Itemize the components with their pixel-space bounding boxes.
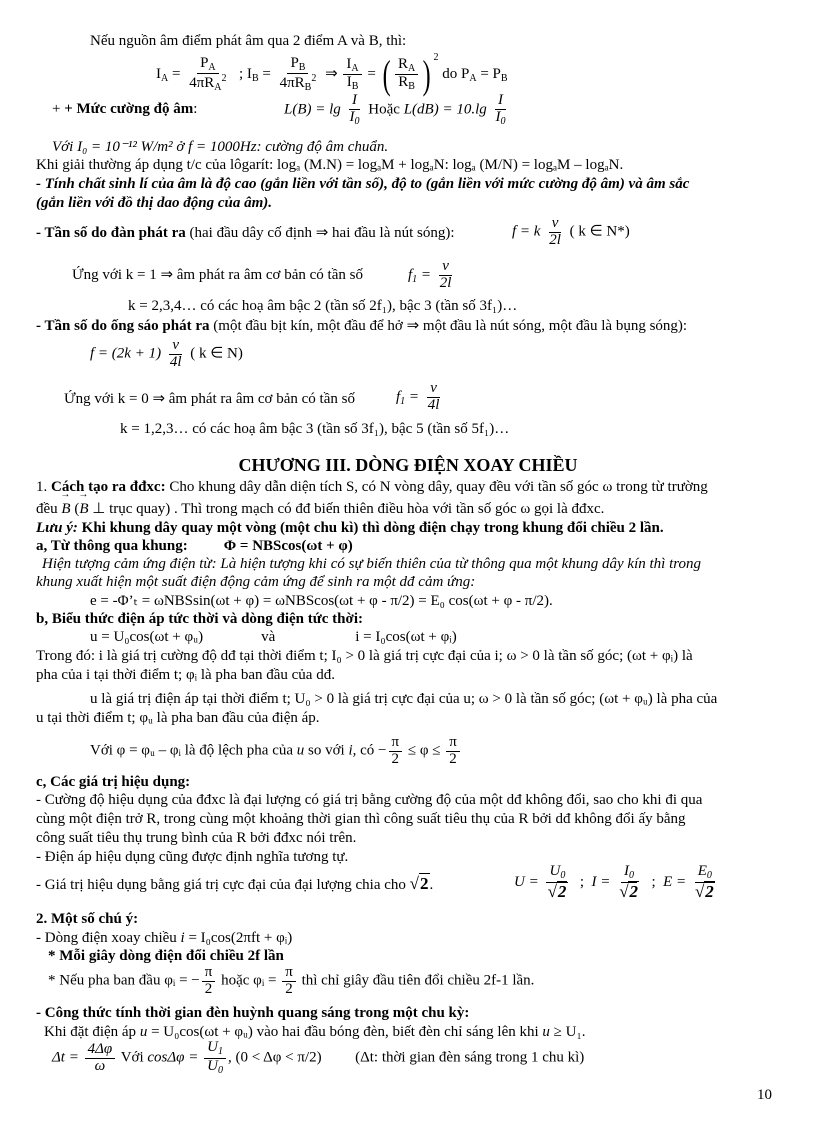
chapter-title: CHƯƠNG III. DÒNG ĐIỆN XOAY CHIỀU <box>238 455 578 475</box>
text-line: - Tính chất sinh lí của âm là độ cao (gắn liền với tần số), độ to (gắn liền với mức cường độ âm) và âm sắc <box>36 176 690 192</box>
text-line: Hiện tượng cảm ứng điện từ: Là hiện tượng khi có sự biến thiên của từ thông qua một khung dây kín thì trong <box>42 556 702 572</box>
phase-difference-line: Với φ = φᵤ – φᵢ là độ lệch pha của u so với i, có − $\frac{\pi}{2}$ ≤ φ ≤ $\frac{\pi}{2}$ <box>90 735 462 768</box>
text-line: Khi giải thường áp dụng t/c của lôgarít: logₐ (M.N) = logₐM + logₐN: logₐ (M/N) = logₐM – logₐN. <box>36 157 624 173</box>
text-line: (gắn liền với đồ thị dao động của âm). <box>36 195 272 211</box>
text-line: Khi đặt điện áp u = U₀cos(ωt + φᵤ) vào hai đầu bóng đèn, biết đèn chỉ sáng lên khi u ≥ U₁. <box>44 1024 586 1040</box>
formula-f1-pipe: $f_1$ = $\frac{v}{4l}$ <box>396 380 440 413</box>
text-line: * Mỗi giây dòng điện đổi chiều 2f lần <box>48 948 284 964</box>
text-line: b, Biểu thức điện áp tức thời và dòng điện tức thời: <box>36 611 363 627</box>
text-line: Ứng với k = 1 ⇒ âm phát ra âm cơ bản có tần số <box>72 267 363 283</box>
text-line: - Dòng điện xoay chiều i = I₀cos(2πft + φᵢ) <box>36 930 293 946</box>
text-line: đều → B (→ B ⊥ trục quay) . Thì trong mạch có đđ biến thiên điều hòa với tần số góc ω gọi là đđxc. <box>36 500 604 518</box>
string-frequency-line: - Tần số do đàn phát ra (hai đầu dây cố định ⇒ hai đầu là nút sóng): <box>36 225 455 241</box>
text-line: e = -Φ’ₜ = ωNBSsin(ωt + φ) = ωNBScos(ωt + φ - π/2) = E₀ cos(ωt + φ - π/2). <box>90 593 553 609</box>
text-line: cùng một điện trở R, trong cùng một khoảng thời gian thì công suất tiêu thụ của R bởi dđ không đổi ấy bằng <box>36 811 686 827</box>
text-line: Ứng với k = 0 ⇒ âm phát ra âm cơ bản có tần số <box>64 391 355 407</box>
text-line: - Công thức tính thời gian đèn huỳnh quang sáng trong một chu kỳ: <box>36 1005 470 1021</box>
text-line: k = 2,3,4… có các hoạ âm bậc 2 (tần số 2f₁), bậc 3 (tần số 3f₁)… <box>128 298 518 314</box>
formula-intensity: $I_A$ = $\frac{P_A}{4\pi R_A^2}$ ; $I_B$ = $\frac{P_B}{4\pi R_B^2}$ ⇒ $\frac{I_A}{I_B}$ = ( $\frac{R_A}{R_B}$ ) $^2$ do $P_A = P_B$ <box>156 51 508 97</box>
pipe-frequency-line: - Tần số do ống sáo phát ra (một đầu bịt kín, một đầu để hở ⇒ một đầu là nút sóng, một đầu là bụng sóng): <box>36 318 688 334</box>
text-line: Với I₀ = 10⁻¹² W/m² ở f = 1000Hz: cường độ âm chuẩn. <box>52 139 389 155</box>
formula-pipe-frequency: f = (2k + 1) $\frac{v}{4l}$ ( k ∈ N) <box>90 337 243 370</box>
formula-f1-string: $f_1$ = $\frac{v}{2l}$ <box>408 258 452 291</box>
text-line: - Cường độ hiệu dụng của đđxc là đại lượng có giá trị bằng cường độ của một dđ không đổi, sao cho khi đi qua <box>36 792 703 808</box>
text-line: a, Từ thông qua khung: Φ = NBScos(ωt + φ) <box>36 538 353 554</box>
formula-u-i: u = U₀cos(ωt + φᵤ) và i = I₀cos(ωt + φᵢ) <box>90 629 457 645</box>
text-line: u tại thời điểm t; φᵤ là pha ban đầu của điện áp. <box>36 710 320 726</box>
text-line: Nếu nguồn âm điểm phát âm qua 2 điểm A và B, thì: <box>90 33 407 49</box>
text-line: 2. Một số chú ý: <box>36 911 139 927</box>
text-line: Trong đó: i là giá trị cường độ dđ tại thời điểm t; I₀ > 0 là giá trị cực đại của i; ω > 0 là tần số góc; (ωt + φᵢ) là <box>36 648 693 664</box>
text-line: công suất tiêu thụ trung bình của R bởi đđxc nói trên. <box>36 830 357 846</box>
formula-lamp-time: Δt = $\frac{4\Delta\varphi}{\omega}$ Với cosΔφ = $\frac{U_1}{U_0}$ , (0 < Δφ < π/2) (Δt: thời gian đèn sáng trong 1 chu kì) <box>52 1039 585 1076</box>
rms-line: - Giá trị hiệu dụng bằng giá trị cực đại của đại lượng chia cho √2. <box>36 874 434 893</box>
text-line: k = 1,2,3… có các hoạ âm bậc 3 (tần số 3f₁), bậc 5 (tần số 5f₁)… <box>120 421 510 437</box>
formula-sound-level: L(B) = lg $\frac{I}{I_0}$ Hoặc L(dB) = 10.lg $\frac{I}{I_0}$ <box>284 92 506 127</box>
initial-phase-line: * Nếu pha ban đầu φᵢ = − $\frac{\pi}{2}$ hoặc φᵢ = $\frac{\pi}{2}$ thì chỉ giây đầu tiên đổi chiều 2f-1 lần. <box>48 964 535 997</box>
formula-string-frequency: f = k $\frac{v}{2l}$ ( k ∈ N*) <box>512 215 630 248</box>
text-line: - Điện áp hiệu dụng cũng được định nghĩa tương tự. <box>36 849 349 865</box>
formula-rms: U = $\frac{U_0}{√2}$ ; I = $\frac{I_0}{√2}$ ; E = $\frac{E_0}{√2}$ <box>514 863 714 901</box>
text-line: 1. Cách tạo ra đđxc: Cho khung dây dẫn diện tích S, có N vòng dây, quay đều với tần số góc ω trong từ trường <box>36 479 708 495</box>
text-line: c, Các giá trị hiệu dụng: <box>36 774 191 790</box>
sound-level-line: + + Mức cường độ âm: <box>52 101 198 117</box>
text-line: pha của i tại thời điểm t; φᵢ là pha ban đầu của dđ. <box>36 667 335 683</box>
text-line: khung xuất hiện một suất điện động cảm ứng để sinh ra một dđ cảm ứng: <box>36 574 476 590</box>
text-line: u là giá trị điện áp tại thời điểm t; U₀ > 0 là giá trị cực đại của u; ω > 0 là tần số góc; (ωt + φᵤ) là pha của <box>90 691 718 707</box>
text-line: Lưu ý: Khi khung dây quay một vòng (một chu kì) thì dòng điện chạy trong khung đổi chiều 2 lần. <box>36 520 664 536</box>
page-number: 10 <box>757 1087 772 1103</box>
